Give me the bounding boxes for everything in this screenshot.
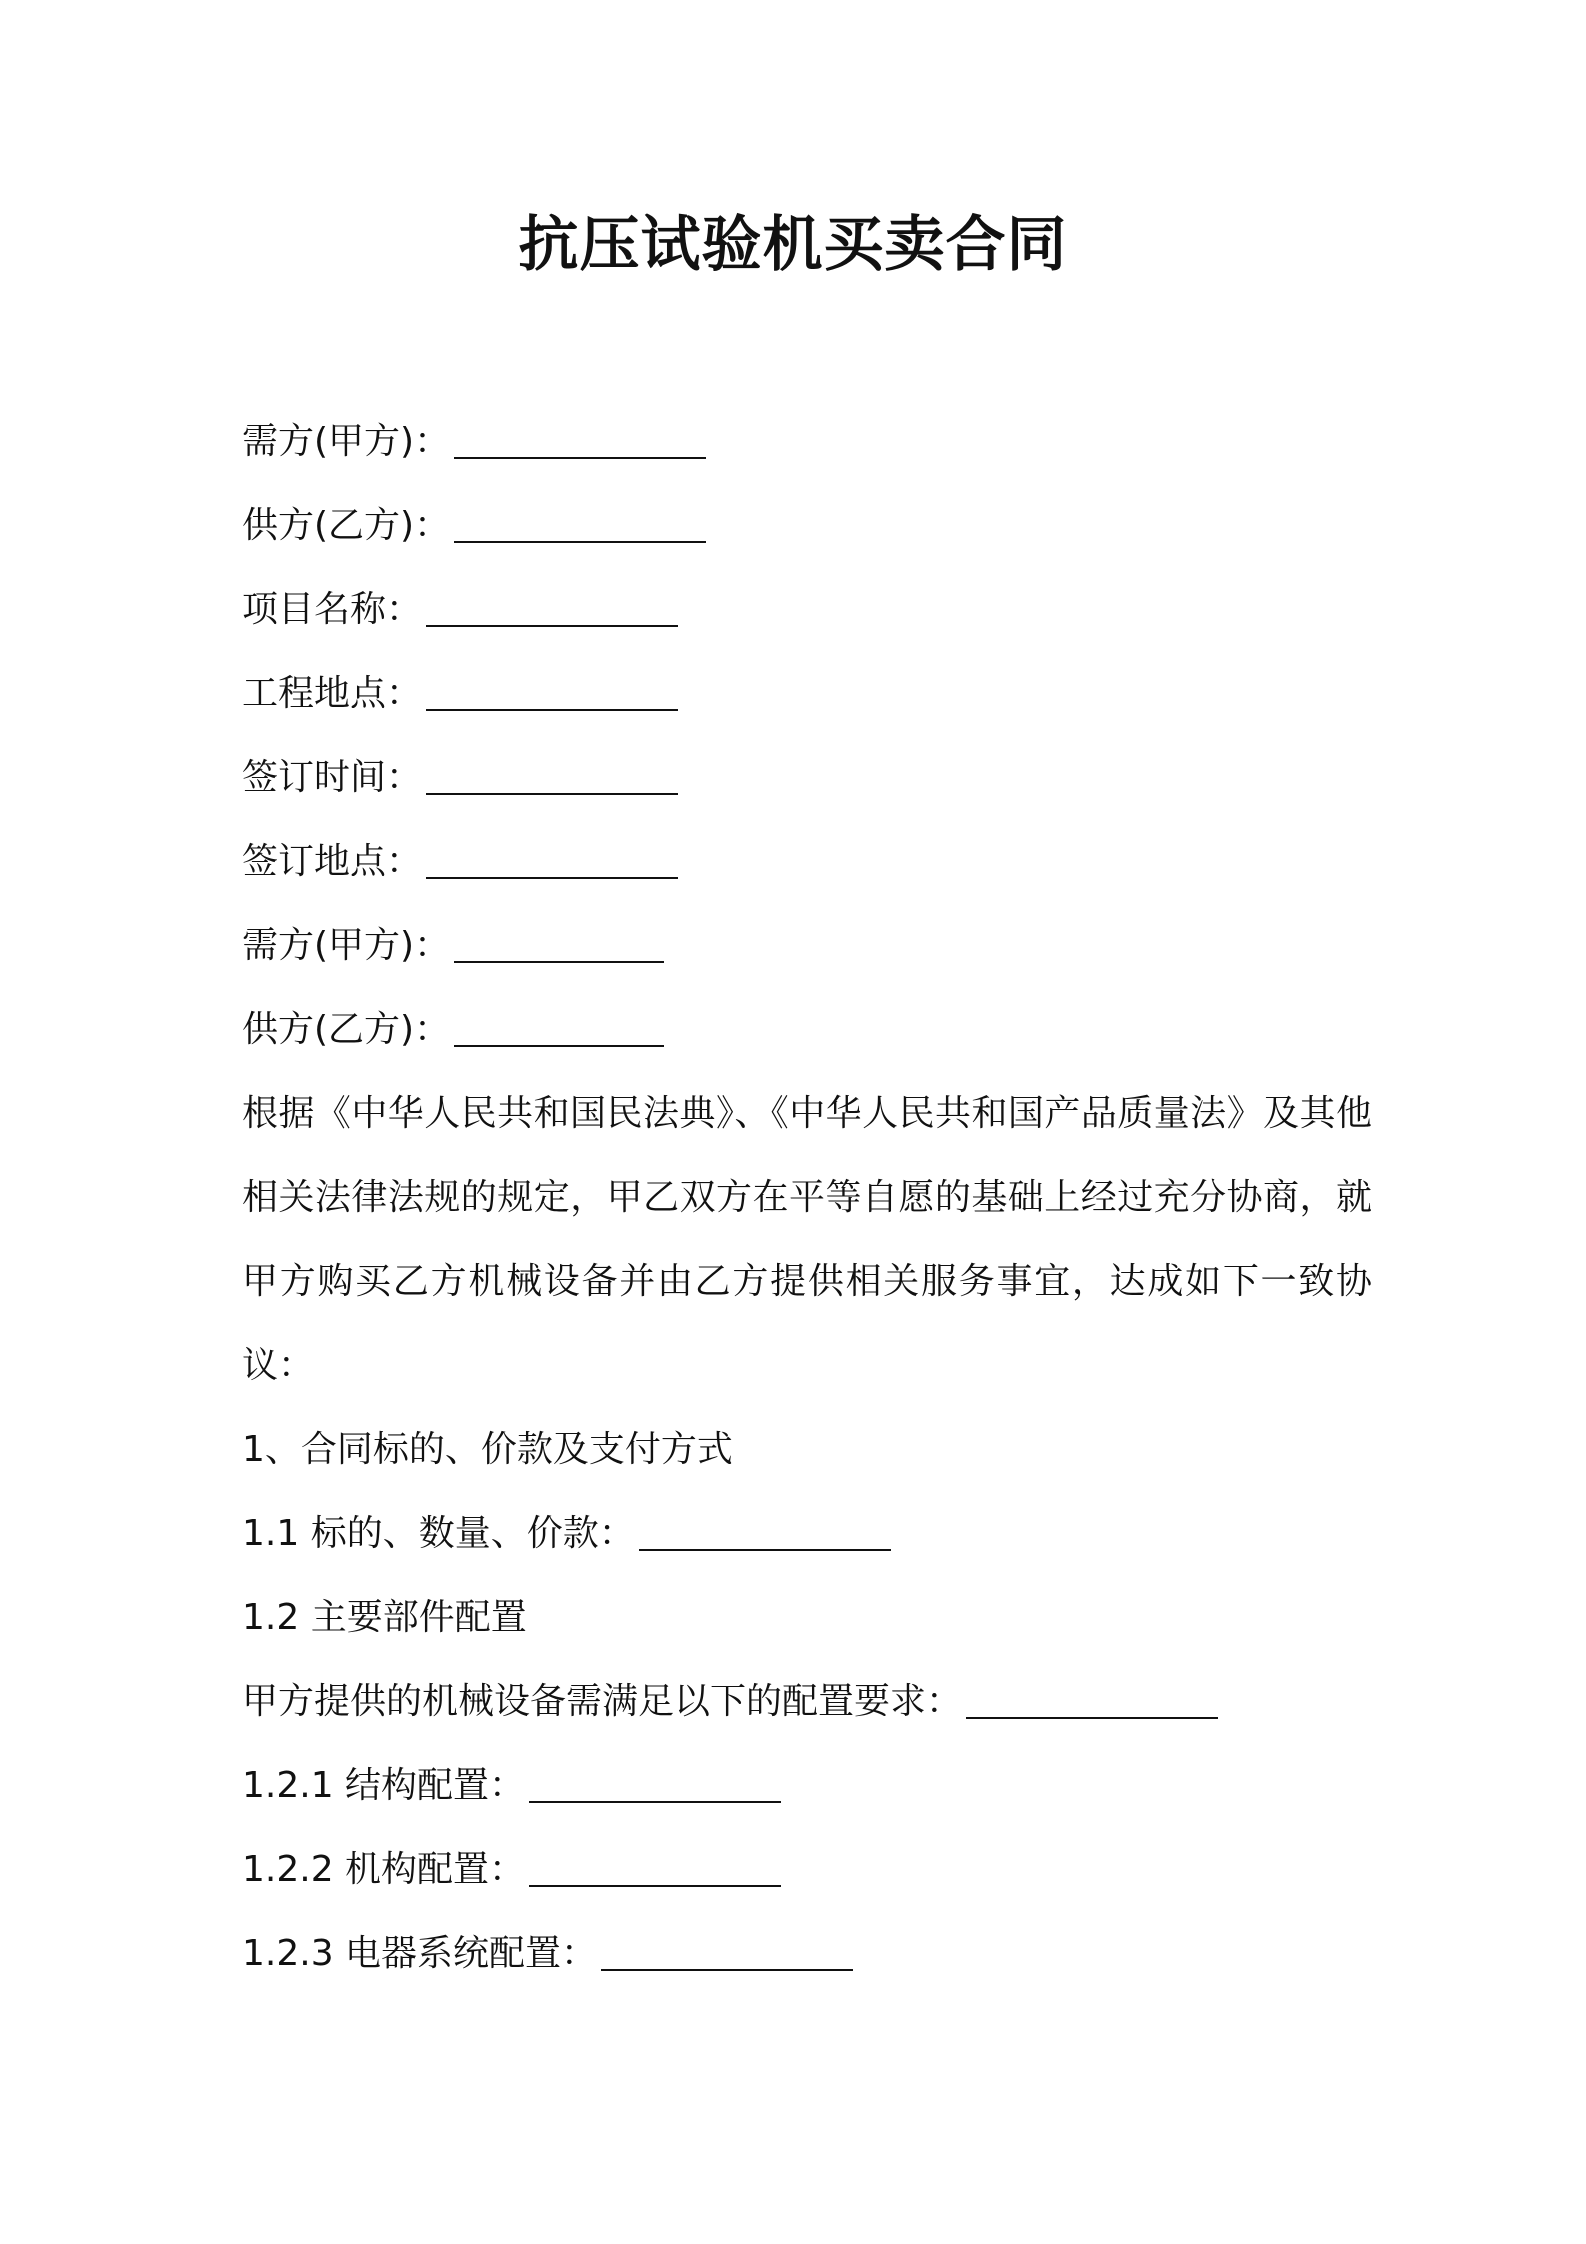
item-1-2-2 bbox=[242, 1828, 1372, 1912]
item-1-2-intro bbox=[242, 1660, 1372, 1744]
fill-in-blank[interactable] bbox=[426, 585, 678, 627]
item-1-2-1 bbox=[242, 1744, 1372, 1828]
document-title: 抗压试验机买卖合同 bbox=[518, 210, 1068, 280]
fill-in-blank[interactable] bbox=[601, 1929, 853, 1971]
field-seller bbox=[242, 484, 1372, 568]
fill-in-blank[interactable] bbox=[454, 921, 664, 963]
item-label: 1.1 标的、数量、价款： bbox=[242, 1513, 635, 1554]
item-1-2-3 bbox=[242, 1912, 1372, 1996]
field-project-name bbox=[242, 568, 1372, 652]
field-label: 供方(乙方)： bbox=[242, 505, 451, 546]
field-buyer-repeat bbox=[242, 904, 1372, 988]
field-label: 需方(甲方)： bbox=[242, 421, 451, 462]
document-body bbox=[242, 400, 1372, 1996]
field-seller-repeat bbox=[242, 988, 1372, 1072]
field-buyer bbox=[242, 400, 1372, 484]
item-label: 1.2.2 机构配置： bbox=[242, 1849, 526, 1890]
fill-in-blank[interactable] bbox=[426, 837, 678, 879]
fill-in-blank[interactable] bbox=[529, 1761, 781, 1803]
fill-in-blank[interactable] bbox=[454, 417, 706, 459]
field-label: 签订时间： bbox=[242, 757, 423, 798]
field-signing-place bbox=[242, 820, 1372, 904]
fill-in-blank[interactable] bbox=[454, 501, 706, 543]
field-signing-time bbox=[242, 736, 1372, 820]
fill-in-blank[interactable] bbox=[426, 753, 678, 795]
field-project-location bbox=[242, 652, 1372, 736]
field-label: 工程地点： bbox=[242, 673, 423, 714]
item-label: 甲方提供的机械设备需满足以下的配置要求： bbox=[242, 1681, 963, 1722]
fill-in-blank[interactable] bbox=[966, 1677, 1218, 1719]
field-label: 签订地点： bbox=[242, 841, 423, 882]
preamble-paragraph: 根据《中华人民共和国民法典》、《中华人民共和国产品质量法》及其他相关法律法规的规定，甲乙双方在平等自愿的基础上经过充分协商，就甲方购买乙方机械设备并由乙方提供相关服务事宜，达成如下一致协议： bbox=[242, 1093, 1372, 1386]
section-1-heading: 1、合同标的、价款及支付方式 bbox=[242, 1429, 733, 1470]
item-1-2: 1.2 主要部件配置 bbox=[242, 1597, 527, 1638]
field-label: 项目名称： bbox=[242, 589, 423, 630]
item-label: 1.2.1 结构配置： bbox=[242, 1765, 526, 1806]
item-label: 1.2.3 电器系统配置： bbox=[242, 1933, 598, 1974]
item-1-1 bbox=[242, 1492, 1372, 1576]
fill-in-blank[interactable] bbox=[529, 1845, 781, 1887]
field-label: 需方(甲方)： bbox=[242, 925, 451, 966]
fill-in-blank[interactable] bbox=[639, 1509, 891, 1551]
fill-in-blank[interactable] bbox=[454, 1005, 664, 1047]
fill-in-blank[interactable] bbox=[426, 669, 678, 711]
field-label: 供方(乙方)： bbox=[242, 1009, 451, 1050]
